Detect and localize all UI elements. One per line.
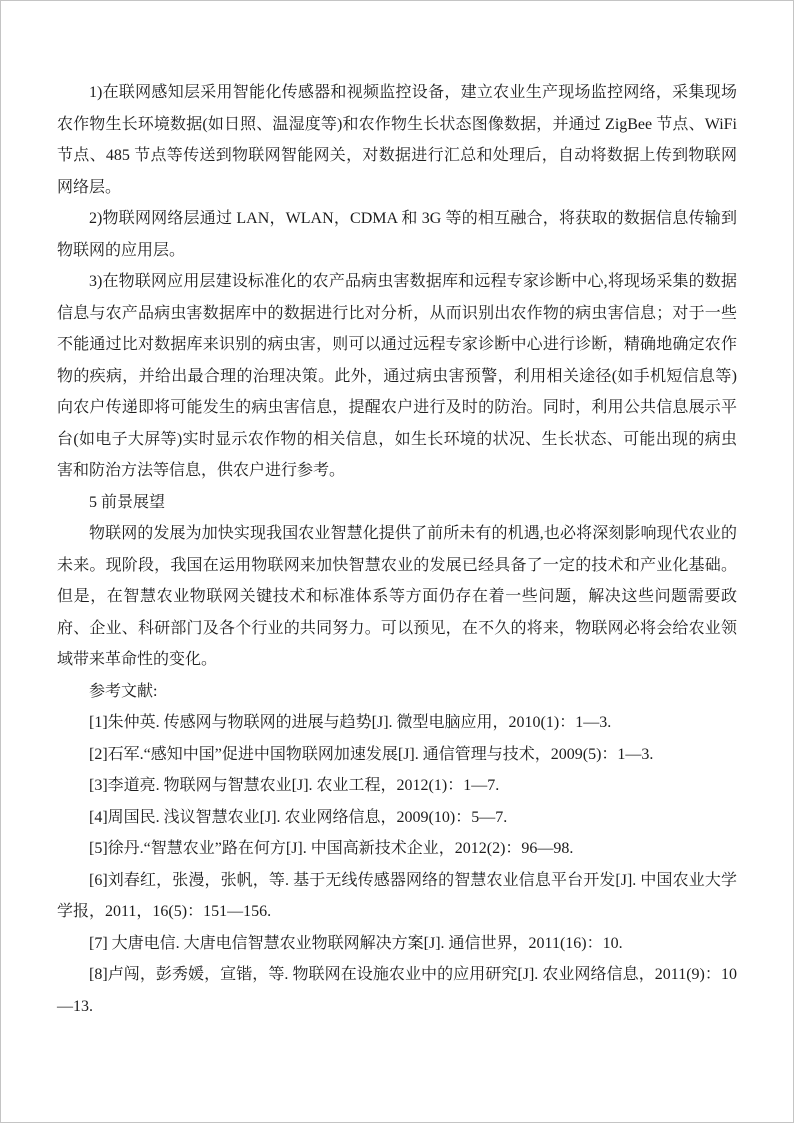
paragraph-network-layer: 2)物联网网络层通过 LAN，WLAN，CDMA 和 3G 等的相互融合，将获取的数据信息传输到物联网的应用层。 — [57, 210, 737, 259]
paragraph-outlook: 物联网的发展为加快实现我国农业智慧化提供了前所未有的机遇,也必将深刻影响现代农业的未来。现阶段，我国在运用物联网来加快智慧农业的发展已经具备了一定的技术和产业化基础。但是，在智慧农业物联网关键技术和标准体系等方面仍存在着一些问题，解决这些问题需要政府、企业、科研部门及各个行业的共同努力。可以预见，在不久的将来，物联网必将会给农业领域带来革命性的变化。 — [57, 525, 737, 668]
reference-item-3: [3]李道亮. 物联网与智慧农业[J]. 农业工程，2012(1)：1—7. — [89, 777, 500, 794]
reference-item-7: [7] 大唐电信. 大唐电信智慧农业物联网解决方案[J]. 通信世界，2011(16)：10. — [89, 934, 623, 952]
paragraph-perception-layer: 1)在联网感知层采用智能化传感器和视频监控设备，建立农业生产现场监控网络，采集现场农作物生长环境数据(如日照、温湿度等)和农作物生长状态图像数据，并通过 ZigBee 节点、WiFi 节点、485 节点等传送到物联网智能网关，对数据进行汇总和处理后，自动将数据上传到物联网网络层。 — [57, 84, 737, 196]
reference-item-5: [5]徐丹.“智慧农业”路在何方[J]. 中国高新技术企业，2012(2)：96—98. — [89, 840, 574, 857]
reference-item-4: [4]周国民. 浅议智慧农业[J]. 农业网络信息，2009(10)：5—7. — [89, 808, 508, 826]
references-title: 参考文献: — [89, 682, 158, 700]
section-heading-outlook: 5 前景展望 — [89, 493, 166, 511]
reference-item-1: [1]朱仲英. 传感网与物联网的进展与趋势[J]. 微型电脑应用，2010(1)：1—3. — [89, 714, 612, 731]
reference-item-8: [8]卢闯，彭秀媛，宣锴，等. 物联网在设施农业中的应用研究[J]. 农业网络信息，2011(9)：10—13. — [57, 966, 737, 1015]
paragraph-application-layer: 3)在物联网应用层建设标准化的农产品病虫害数据库和远程专家诊断中心,将现场采集的数据信息与农产品病虫害数据库中的数据进行比对分析，从而识别出农作物的病虫害信息；对于一些不能通过比对数据库来识别的病虫害，则可以通过远程专家诊断中心进行诊断，精确地确定农作物的疾病，并给出最合理的治理决策。此外，通过病虫害预警，利用相关途径(如手机短信息等)向农户传递即将可能发生的病虫害信息，提醒农户进行及时的防治。同时，利用公共信息展示平台(如电子大屏等)实时显示农作物的相关信息，如生长环境的状况、生长状态、可能出现的病虫害和防治方法等信息，供农户进行参考。 — [57, 273, 737, 479]
reference-item-2: [2]石军.“感知中国”促进中国物联网加速发展[J]. 通信管理与技术，2009(5)：1—3. — [89, 745, 654, 763]
reference-item-6: [6]刘春红，张漫，张帆，等. 基于无线传感器网络的智慧农业信息平台开发[J]. 中国农业大学学报，2011，16(5)：151—156. — [57, 871, 737, 920]
